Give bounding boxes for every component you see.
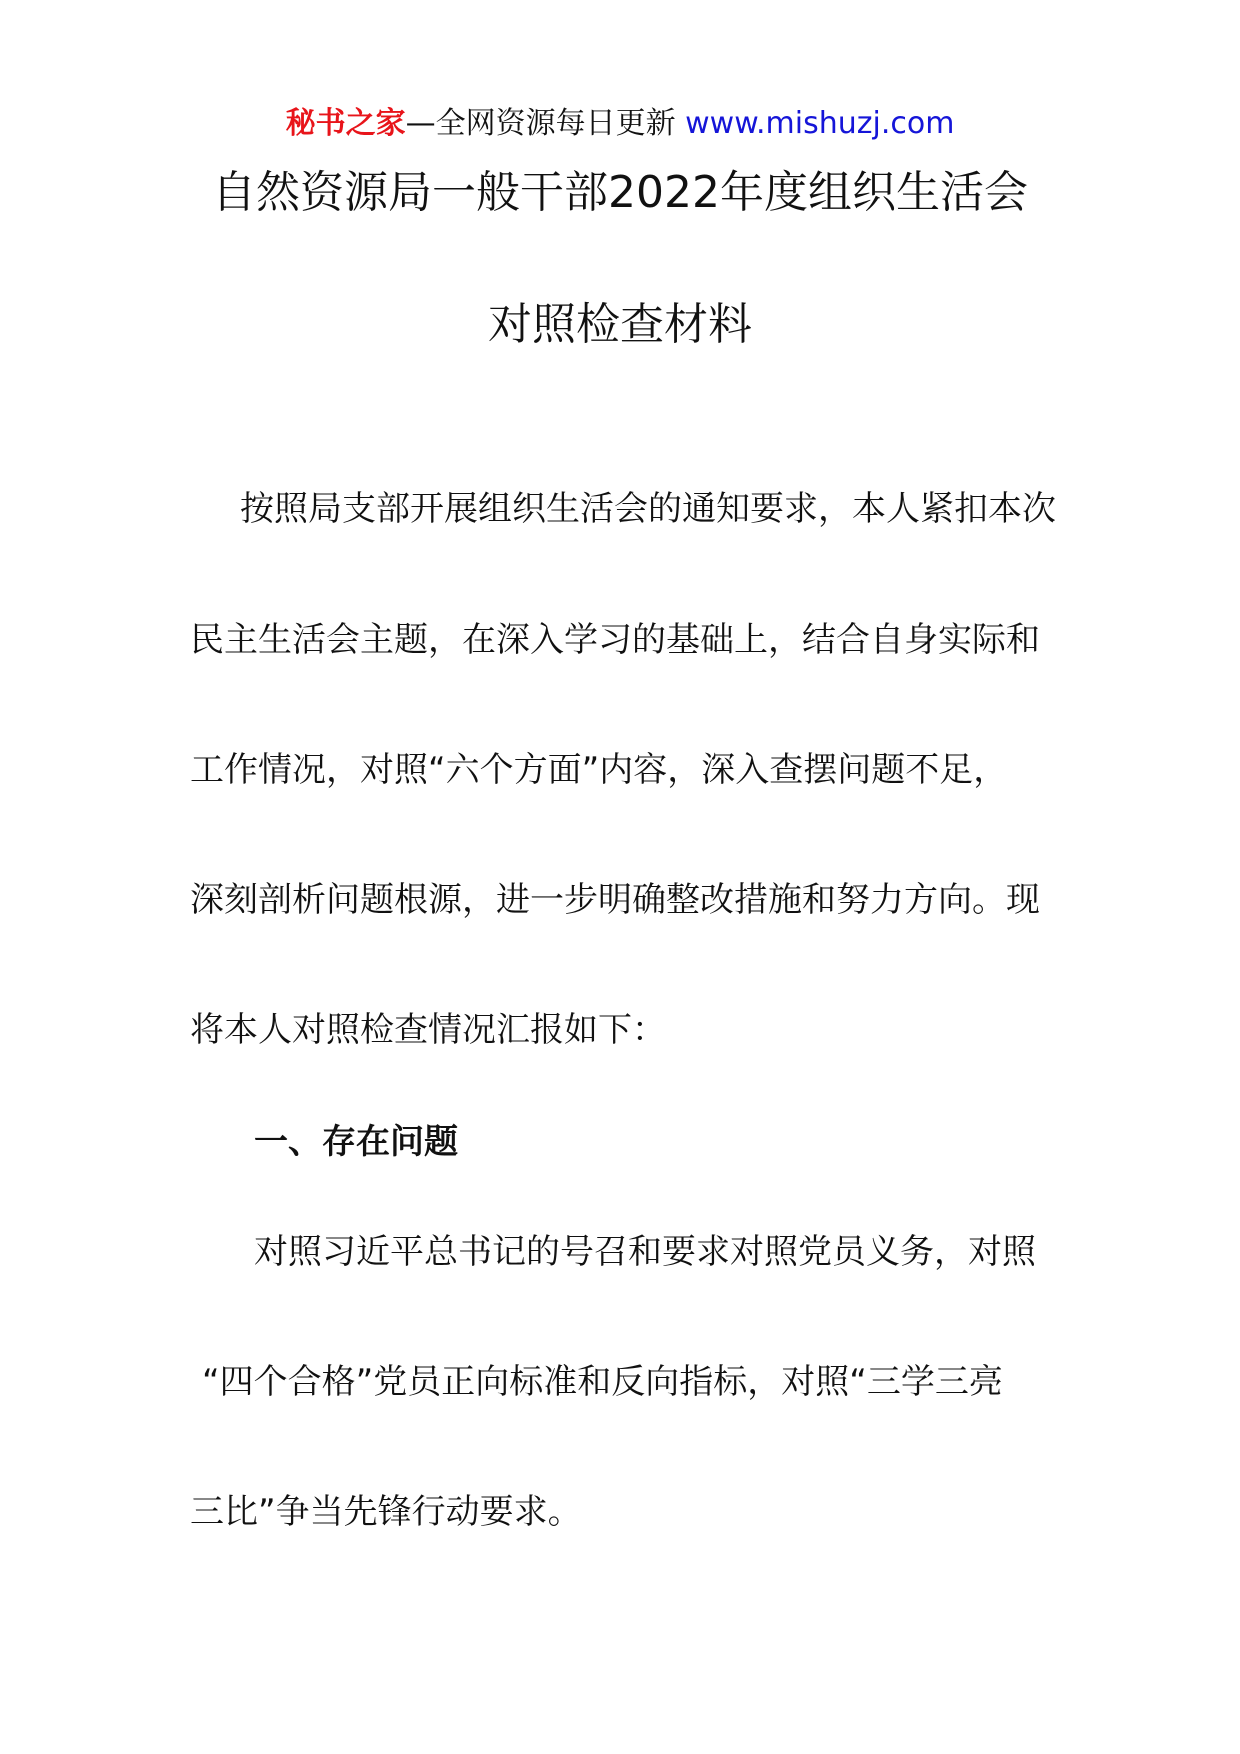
section1-line-3: 三比”争当先锋行动要求。 bbox=[190, 1492, 582, 1532]
intro-line-4: 深刻剖析问题根源，进一步明确整改措施和努力方向。现 bbox=[190, 880, 1040, 920]
site-url-link[interactable]: www.mishuzj.com bbox=[685, 106, 955, 141]
intro-line-3: 工作情况，对照“六个方面”内容，深入查摆问题不足， bbox=[190, 750, 1008, 790]
intro-line-2: 民主生活会主题，在深入学习的基础上，结合自身实际和 bbox=[190, 620, 1040, 660]
header-tagline: —全网资源每日更新 bbox=[405, 106, 686, 141]
section1-line-2: “四个合格”党员正向标准和反向指标，对照“三学三亮 bbox=[202, 1362, 1003, 1402]
document-title-line-2: 对照检查材料 bbox=[488, 299, 752, 350]
section1-line-1: 对照习近平总书记的号召和要求对照党员义务，对照 bbox=[254, 1232, 1036, 1272]
intro-line-1: 按照局支部开展组织生活会的通知要求，本人紧扣本次 bbox=[240, 489, 1056, 529]
intro-line-5: 将本人对照检查情况汇报如下： bbox=[190, 1010, 666, 1050]
document-title-line-1: 自然资源局一般干部2022年度组织生活会 bbox=[212, 167, 1028, 218]
section-heading-problems: 一、存在问题 bbox=[254, 1122, 458, 1162]
brand-name: 秘书之家 bbox=[285, 106, 406, 141]
source-header bbox=[0, 104, 1240, 144]
